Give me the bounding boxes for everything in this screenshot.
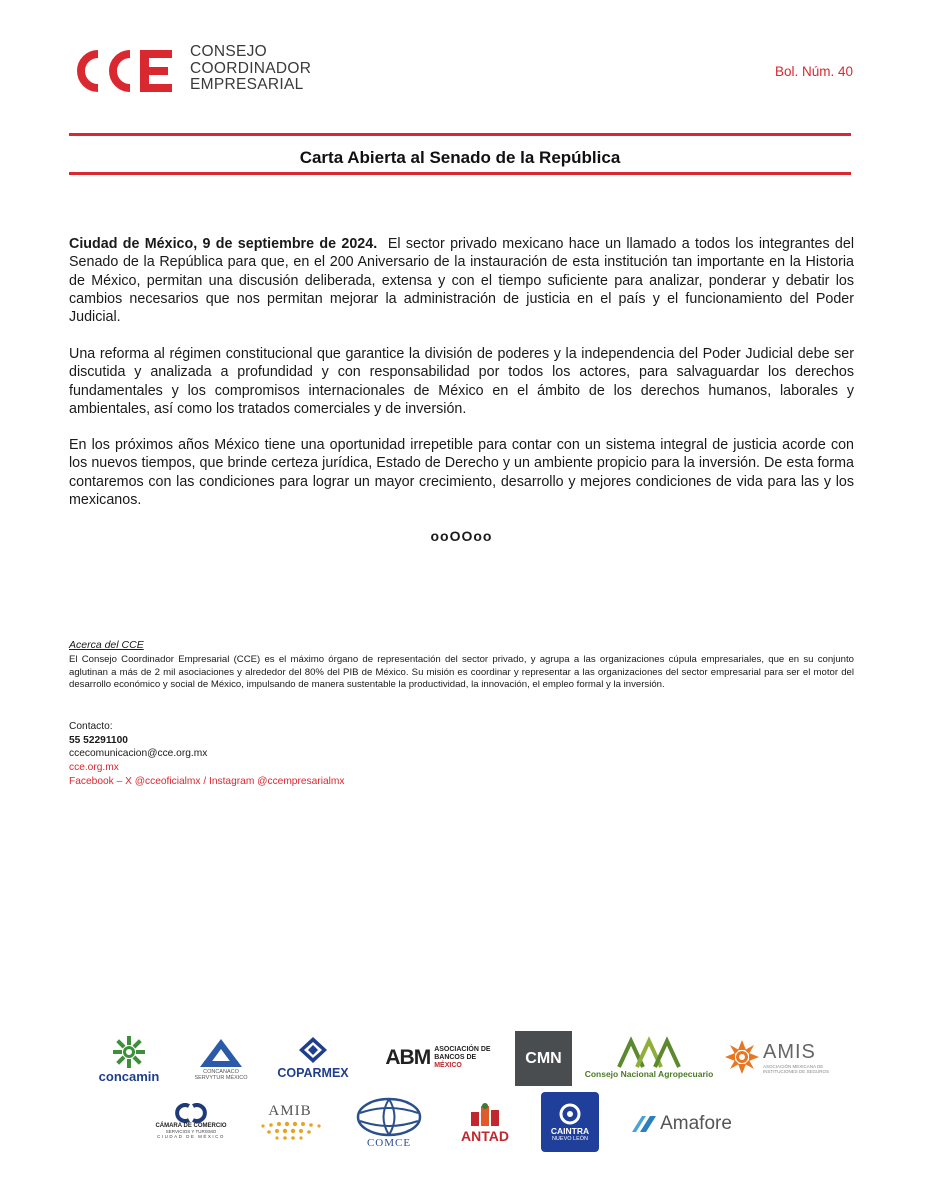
amis-sun-icon bbox=[725, 1040, 759, 1074]
cmn-logo bbox=[515, 1031, 572, 1086]
concanaco-triangle-icon bbox=[198, 1037, 244, 1069]
canaco-label: CÁMARA DE COMERCIO bbox=[155, 1123, 227, 1129]
logo-line-2: COORDINADOR bbox=[190, 59, 312, 77]
amib-label: AMIB bbox=[268, 1102, 312, 1119]
abm-text-2: BANCOS DE bbox=[434, 1054, 477, 1061]
about-heading: Acerca del CCE bbox=[69, 639, 144, 651]
paragraph-2: Una reforma al régimen constitucional que garantice la división de poderes y la independencia del Poder Judicial debe ser discutida y analizada a profundidad y con responsabilidad por todos los actores, para salvaguardar los derechos fundamentales y los compromisos internacionales de México en el ámbito de los derechos humanos, laborales y ambientales, así como los tratados comerciales y de inversión. bbox=[69, 346, 854, 417]
cce-logo-text bbox=[190, 44, 311, 94]
caintra-gear-icon bbox=[558, 1102, 582, 1126]
concamin-label: concamin bbox=[98, 1068, 160, 1084]
canaco-logo bbox=[146, 1097, 236, 1145]
paragraph-1-text: El sector privado mexicano hace un llamado a todos los integrantes del Senado de la República para que, en el 200 Aniversario de la instauración de esta institución tan importante en la Historia de México, permitan una discusión deliberada, extensa y con el tiempo suficiente para analizar, ponderar y debatir los cambios necesarios que nos permitan mejorar la administración de justicia en el país y el funcionamiento del Poder Judicial. bbox=[69, 236, 854, 326]
antad-logo bbox=[448, 1095, 522, 1151]
comce-globe-icon bbox=[356, 1097, 422, 1137]
antad-label: ANTAD bbox=[461, 1128, 509, 1144]
coparmex-emblem-icon bbox=[298, 1036, 328, 1064]
contact-email[interactable]: ccecomunicacion@cce.org.mx bbox=[69, 748, 208, 760]
amis-sub: ASOCIACIÓN MEXICANA DE INSTITUCIONES DE SEGUROS bbox=[763, 1063, 830, 1074]
page-title: Carta Abierta al Senado de la República bbox=[299, 148, 621, 167]
comce-label: COMCE bbox=[366, 1137, 412, 1149]
contact-phone: 55 52291100 bbox=[69, 734, 128, 746]
cna-mountains-icon bbox=[617, 1035, 681, 1069]
concamin-gear-icon bbox=[111, 1035, 147, 1069]
closing-mark: ooOOoo bbox=[430, 528, 493, 544]
about-text: El Consejo Coordinador Empresarial (CCE) es el máximo órgano de representación del sector privado, y agrupa a las organizaciones cúpula empresariales, que en su conjunto aglutinan a más de 2 mil asociaciones y alrededor del 80% del PIB de México. Su misión es coordinar y representar a las organizaciones del sector empresarial para ser el motor del desarrollo económico y social de México, impulsando de manera sustentable la productividad, la innovación, el empleo formal y la inversión. bbox=[69, 654, 854, 691]
title-rule-top bbox=[69, 133, 851, 136]
cna-logo bbox=[582, 1030, 716, 1084]
website-link[interactable]: cce.org.mx bbox=[69, 762, 119, 774]
antad-emblem-icon bbox=[467, 1102, 503, 1128]
cmn-label: CMN bbox=[525, 1049, 562, 1067]
caintra-label: CAINTRA bbox=[550, 1126, 590, 1136]
concanaco-label: CONCANACO SERVYTUR MÉXICO bbox=[194, 1069, 248, 1081]
amafore-label: Amafore bbox=[660, 1113, 732, 1134]
coparmex-logo bbox=[266, 1030, 360, 1086]
amib-dots-icon bbox=[255, 1120, 325, 1144]
contact-block bbox=[69, 720, 344, 789]
canaco-emblem-icon bbox=[173, 1103, 209, 1123]
concamin-logo bbox=[88, 1030, 170, 1088]
abm-logo bbox=[376, 1040, 500, 1076]
amib-logo bbox=[252, 1096, 328, 1150]
coparmex-label: COPARMEX bbox=[277, 1066, 349, 1080]
logo-line-1: CONSEJO bbox=[190, 43, 268, 60]
paragraph-1 bbox=[69, 235, 854, 326]
abm-text-1: ASOCIACIÓN DE bbox=[434, 1046, 491, 1053]
social-links[interactable]: Facebook – X @cceoficialmx / Instagram @ccempresarialmx bbox=[69, 775, 345, 787]
caintra-sub: NUEVO LEÓN bbox=[551, 1136, 589, 1142]
amafore-logo bbox=[626, 1108, 736, 1140]
canaco-sub: SERVICIOS Y TURISMO bbox=[165, 1129, 217, 1134]
concanaco-logo bbox=[190, 1030, 252, 1088]
amis-logo bbox=[724, 1036, 834, 1078]
abm-mark: ABM bbox=[385, 1046, 431, 1069]
paragraph-3: En los próximos años México tiene una oportunidad irrepetible para contar con un sistema integral de justicia acorde con los nuevos tiempos, que brinde certeza jurídica, Estado de Derecho y un ambiente propicio para la inversión. De esta forma contaremos con las condiciones para lograr un mayor crecimiento, desarrollo y mejores condiciones de vida para las y los mexicanos. bbox=[69, 437, 854, 508]
amis-label: AMIS bbox=[763, 1040, 816, 1063]
bulletin-number: Bol. Núm. 40 bbox=[774, 64, 853, 79]
amafore-arrow-icon bbox=[630, 1114, 658, 1134]
comce-logo bbox=[350, 1093, 428, 1153]
contact-label: Contacto: bbox=[69, 721, 113, 732]
cna-label: Consejo Nacional Agropecuario bbox=[584, 1069, 714, 1079]
cce-logo bbox=[68, 46, 178, 96]
canaco-city: CIUDAD DE MÉXICO bbox=[157, 1134, 225, 1139]
abm-text-3: MÉXICO bbox=[434, 1062, 462, 1069]
caintra-logo bbox=[541, 1092, 599, 1152]
dateline: Ciudad de México, 9 de septiembre de 2024. bbox=[69, 236, 378, 252]
logo-line-3: EMPRESARIAL bbox=[190, 76, 304, 93]
title-rule-bottom bbox=[69, 172, 851, 175]
